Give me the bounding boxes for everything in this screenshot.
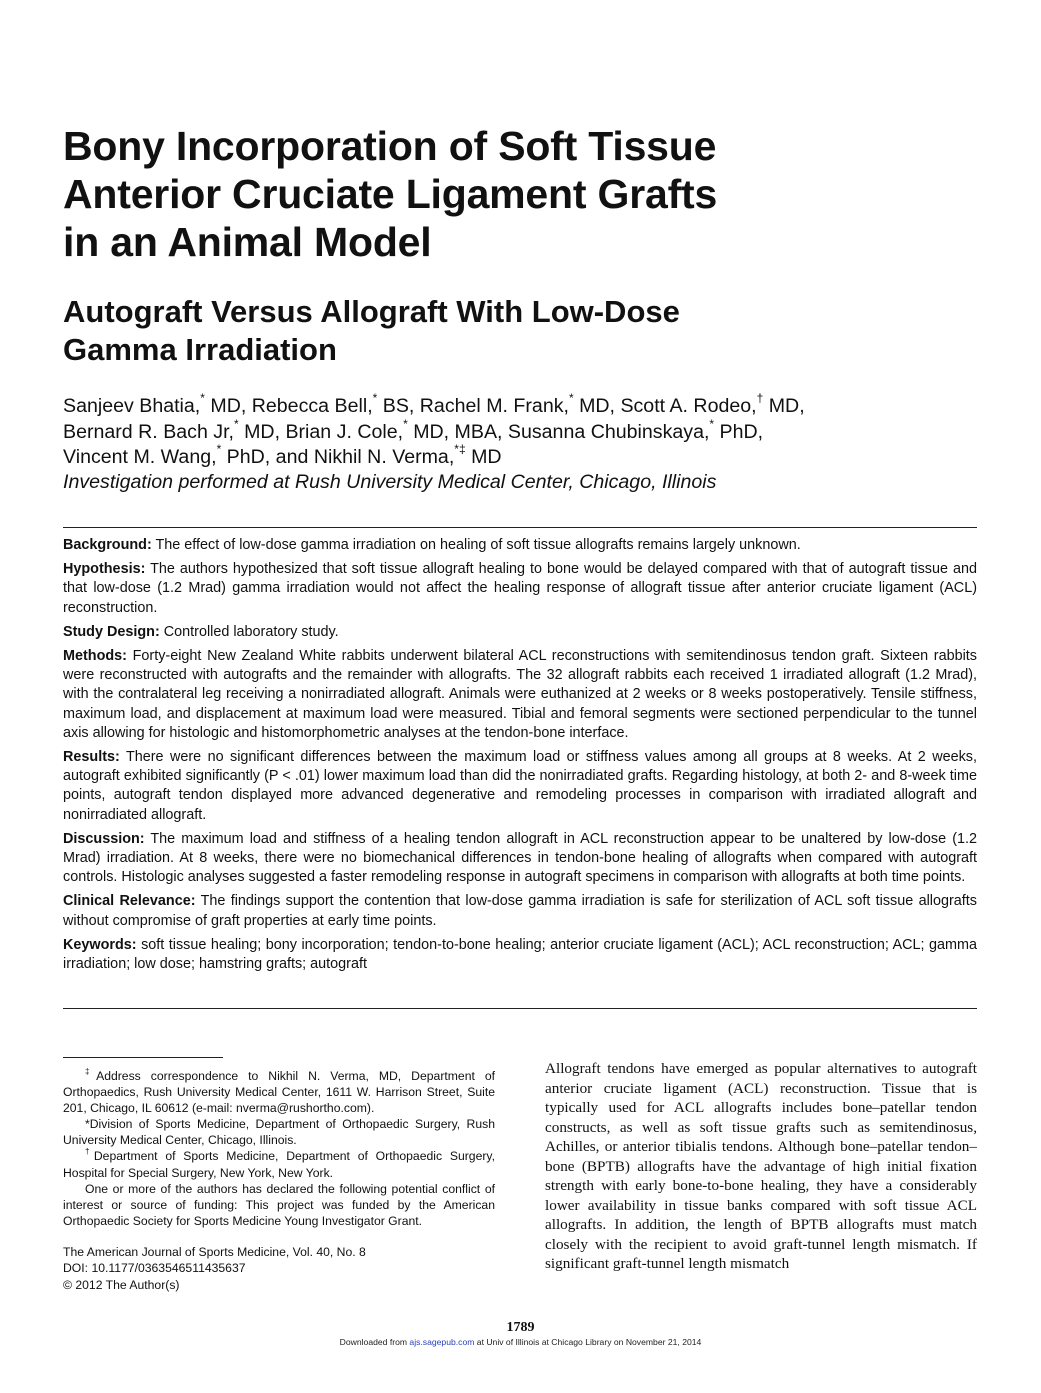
author-text: MD, Scott A. Rodeo, xyxy=(573,395,757,417)
footnote-text: Department of Sports Medicine, Department of Orthopaedic Surgery, Hospital for Special Surgery, New York, New York. xyxy=(63,1149,495,1180)
abstract-label: Results: xyxy=(63,749,120,766)
investigation-site: Investigation performed at Rush University Medical Center, Chicago, Illinois xyxy=(63,471,717,493)
author-list xyxy=(63,391,963,471)
footnote-correspondence xyxy=(63,1068,495,1116)
affiliation-mark: * xyxy=(233,416,239,431)
journal-info xyxy=(63,1244,495,1293)
abstract-background xyxy=(63,536,977,555)
affiliation-mark: * xyxy=(216,442,222,457)
footnote-affiliation xyxy=(63,1148,495,1180)
download-link[interactable]: ajs.sagepub.com xyxy=(409,1337,475,1347)
journal-citation: The American Journal of Sports Medicine, Vol. 40, No. 8 xyxy=(63,1245,366,1259)
abstract-label: Methods: xyxy=(63,648,127,665)
author-line xyxy=(63,442,963,471)
abstract-text: The effect of low-dose gamma irradiation on healing of soft tissue allografts remains largely unknown. xyxy=(151,537,801,553)
author-text: MD, xyxy=(763,395,805,417)
title-line: Anterior Cruciate Ligament Grafts xyxy=(63,171,718,217)
author-line xyxy=(63,391,963,420)
affiliation-mark: * xyxy=(372,391,378,406)
title-line: in an Animal Model xyxy=(63,219,432,265)
affiliation-mark: † xyxy=(756,391,764,406)
abstract-text: The authors hypothesized that soft tissue allograft healing to bone would be delayed compared with that of autograft tissue and that low-dose (1.2 Mrad) gamma irradiation would not affect the healing response of allograft tissue after anterior cruciate ligament (ACL) reconstruction. xyxy=(63,561,977,616)
author-line xyxy=(63,416,963,446)
abstract-label: Clinical Relevance: xyxy=(63,893,196,910)
author-text: MD, Rebecca Bell, xyxy=(204,395,373,417)
abstract-label: Keywords: xyxy=(63,936,137,953)
abstract-bottom-rule xyxy=(63,1008,977,1009)
author-text: BS, Rachel M. Frank, xyxy=(377,395,569,417)
abstract-discussion xyxy=(63,830,977,888)
abstract-label: Study Design: xyxy=(63,623,160,640)
author-text: Bernard R. Bach Jr, xyxy=(63,420,234,443)
abstract-keywords xyxy=(63,936,977,974)
author-text: MD xyxy=(465,446,502,468)
abstract-results xyxy=(63,748,977,825)
footnote-mark: ‡ xyxy=(85,1066,97,1076)
download-prefix: Downloaded from xyxy=(339,1337,410,1347)
page-number: 1789 xyxy=(506,1320,535,1335)
journal-doi: DOI: 10.1177/0363546511435637 xyxy=(63,1261,246,1276)
article-title xyxy=(63,122,823,266)
footnotes xyxy=(63,1068,495,1229)
footnote-text: One or more of the authors has declared the following potential conflict of interest or source of funding: This project was funded by the American Orthopaedic Society for Sports Medicine Young Investigator Grant. xyxy=(63,1181,495,1228)
author-text: Vincent M. Wang, xyxy=(63,446,217,468)
abstract xyxy=(63,536,977,979)
journal-copyright: © 2012 The Author(s) xyxy=(63,1277,180,1292)
abstract-text: Controlled laboratory study. xyxy=(159,623,339,640)
footnote-rule xyxy=(63,1057,223,1058)
abstract-label: Background: xyxy=(63,537,152,553)
download-suffix: at Univ of Illinois at Chicago Library on November 21, 2014 xyxy=(474,1337,702,1347)
subtitle-line: Gamma Irradiation xyxy=(63,332,337,367)
abstract-clinical-relevance xyxy=(63,892,977,930)
footnote-affiliation xyxy=(63,1116,495,1148)
author-text: Sanjeev Bhatia, xyxy=(63,395,201,417)
subtitle-line: Autograft Versus Allograft With Low-Dose xyxy=(63,294,680,329)
affiliation-mark: * xyxy=(568,391,574,406)
abstract-hypothesis xyxy=(63,560,977,618)
author-text: PhD, xyxy=(714,420,764,443)
abstract-methods xyxy=(63,647,977,743)
author-text: PhD, and Nikhil N. Verma, xyxy=(221,446,455,468)
abstract-study-design xyxy=(63,623,977,642)
author-text: MD, Brian J. Cole, xyxy=(238,420,404,443)
abstract-label: Discussion: xyxy=(63,830,145,847)
article-subtitle xyxy=(63,293,823,369)
affiliation-mark: * xyxy=(709,416,715,431)
abstract-text: soft tissue healing; bony incorporation; tendon-to-bone healing; anterior cruciate ligament (ACL); ACL reconstruction; ACL; gamma irradiation; low dose; hamstring grafts; autograft xyxy=(63,936,977,973)
abstract-text: Forty-eight New Zealand White rabbits underwent bilateral ACL reconstructions with semitendinosus tendon graft. Sixteen rabbits were reconstructed with autografts and the remainder with allografts. The 32 allograft rabbits each received 1 irradiated allograft (1.2 Mrad), with the contralateral leg receiving a nonirradiated allograft. Animals were euthanized at 2 weeks or 8 weeks postoperatively. Tensile stiffness, maximum load, and displacement at maximum load were measured. Tibial and femoral segments were sectioned perpendicular to the tunnel axis allowing for histologic and histomorphometric analyses at the tendon-bone interface. xyxy=(63,648,977,741)
abstract-label: Hypothesis: xyxy=(63,561,146,578)
body-text: Allograft tendons have emerged as popular alternatives to autograft anterior cruciate ligament (ACL) reconstruction. Tissue that is typically used for ACL allografts includes bone–patellar tendon constructs, as well as soft tissue grafts such as semitendinosus, Achilles, or anterior tibialis tendons. Although bone–patellar tendon–bone (BPTB) allografts have the advantage of high initial fixation strength with early bone-to-bone healing, they have a considerably lower availability in tissue banks compared with soft tissue ACL allografts. In addition, the length of BPTB allografts must match closely with the recipient to avoid graft-tunnel length mismatch. If significant graft-tunnel length mismatch xyxy=(545,1060,977,1272)
abstract-text: The maximum load and stiffness of a healing tendon allograft in ACL reconstruction appear to be unaltered by low-dose (1.2 Mrad) irradiation. At 8 weeks, there were no biomechanical differences in tendon-bone healing of allografts when compared with autograft controls. Histologic analyses suggested a faster remodeling response in autograft specimens in comparison with allografts at both time points. xyxy=(63,830,977,886)
footnote-mark: † xyxy=(85,1147,94,1157)
download-notice xyxy=(0,1337,1041,1347)
abstract-text: The findings support the contention that low-dose gamma irradiation is safe for sterilization of ACL soft tissue allografts without compromise of graft properties at early time points. xyxy=(63,893,977,929)
footnote-text: Address correspondence to Nikhil N. Verma, MD, Department of Orthopaedics, Rush University Medical Center, 1611 W. Harrison Street, Suite 201, Chicago, IL 60612 (e-mail: nverma@rushortho.com). xyxy=(63,1069,496,1116)
affiliation-mark: *‡ xyxy=(454,442,466,457)
affiliation-mark: * xyxy=(403,416,408,431)
footnote-text: *Division of Sports Medicine, Department of Orthopaedic Surgery, Rush University Medical Center, Chicago, Illinois. xyxy=(63,1117,495,1148)
title-line: Bony Incorporation of Soft Tissue xyxy=(63,123,717,169)
footnote-conflict xyxy=(63,1181,495,1229)
author-text: MD, MBA, Susanna Chubinskaya, xyxy=(407,420,710,443)
affiliation-mark: * xyxy=(200,391,205,406)
abstract-top-rule xyxy=(63,527,977,528)
abstract-text: There were no significant differences between the maximum load or stiffness values among all groups at 8 weeks. At 2 weeks, autograft exhibited significantly (P < .01) lower maximum load than did the nonirradiated grafts. Regarding histology, at both 2- and 8-week time points, autograft tendon displayed more advanced degenerative and remodeling processes in comparison with irradiated allograft and nonirradiated allograft. xyxy=(63,749,977,823)
